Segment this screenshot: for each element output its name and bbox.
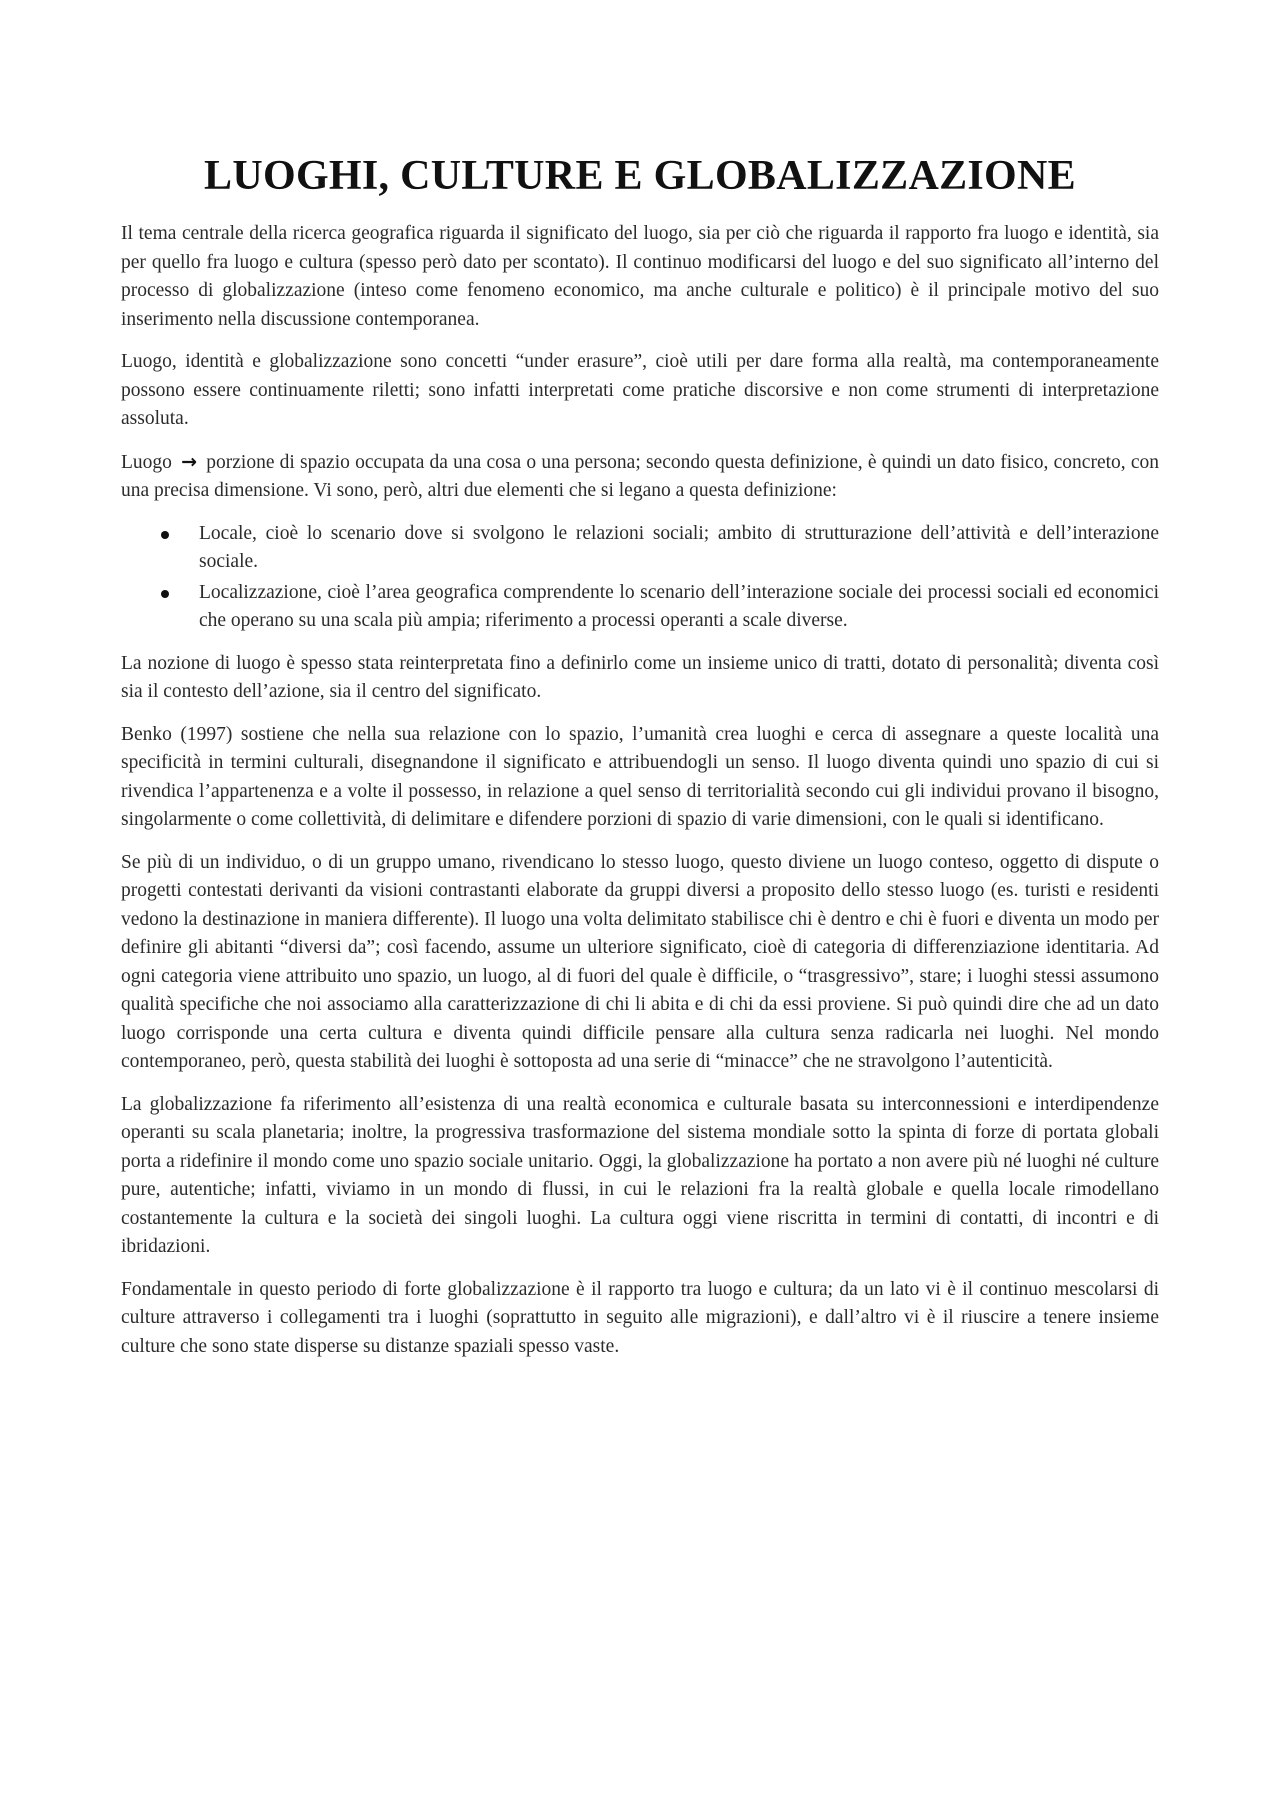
paragraph-intro: Il tema centrale della ricerca geografica riguarda il significato del luogo, sia per ciò che riguarda il rapporto fra luogo e identità, sia per quello fra luogo e cultura (spesso però dato per scontato). Il continuo modificarsi del luogo e del suo significato all’interno del processo di globalizzazione (inteso come fenomeno economico, ma anche culturale e politico) è il principale motivo del suo inserimento nella discussione contemporanea. (121, 223, 1159, 330)
paragraph-luogo-cultura: Fondamentale in questo periodo di forte globalizzazione è il rapporto tra luogo e cultura; da un lato vi è il continuo mescolarsi di culture attraverso i collegamenti tra i luoghi (soprattutto in seguito alle migrazioni), e dall’altro vi è il riuscire a tenere insieme culture che sono state disperse su distanze spaziali spesso vaste. (121, 1278, 1159, 1357)
definition-term: Luogo (121, 451, 172, 473)
paragraph-nozione-luogo: La nozione di luogo è spesso stata reinterpretata fino a definirlo come un insieme unico di tratti, dotato di personalità; diventa così sia il contesto dell’azione, sia il centro del significato. (121, 652, 1159, 702)
paragraph-globalizzazione: La globalizzazione fa riferimento all’esistenza di una realtà economica e culturale basata su interconnessioni e interdipendenze operanti su scala planetaria; inoltre, la progressiva trasformazione del sistema mondiale sotto la spinta di forze di portata globali porta a ridefinire il mondo come uno spazio sociale unitario. Oggi, la globalizzazione ha portato a non avere più né luoghi né culture pure, autentiche; infatti, viviamo in un mondo di flussi, in cui le relazioni fra la realtà globale e quella locale rimodellano costantemente la cultura e la società dei singoli luoghi. La cultura oggi viene riscritta in termini di contatti, di incontri e di ibridazioni. (121, 1093, 1159, 1257)
paragraph-luogo-conteso: Se più di un individuo, o di un gruppo umano, rivendicano lo stesso luogo, questo diviene un luogo conteso, oggetto di dispute o progetti contestati derivanti da visioni contrastanti elaborate da gruppi diversi a proposito dello stesso luogo (es. turisti e residenti vedono la destinazione in maniera differente). Il luogo una volta delimitato stabilisce chi è dentro e chi è fuori e diventa un modo per definire gli abitanti “diversi da”; così facendo, assume un ulteriore significato, cioè di categoria di differenziazione identitaria. Ad ogni categoria viene attribuito uno spazio, un luogo, al di fuori del quale è difficile, o “trasgressivo”, stare; i luoghi stessi assumono qualità specifiche che noi associamo alla caratterizzazione di chi li abita e di chi da essi proviene. Si può quindi dire che ad un dato luogo corrisponde una certa cultura e diventa quindi difficile pensare alla cultura senza radicarla nei luoghi. Nel mondo contemporaneo, però, questa stabilità dei luoghi è sottoposta ad una serie di “minacce” che ne stravolgono l’autenticità. (121, 851, 1159, 1072)
list-item (121, 520, 1159, 577)
bullet-icon (161, 531, 169, 539)
list-item-text: Locale, cioè lo scenario dove si svolgono le relazioni sociali; ambito di strutturazione dell’attività e dell’interazione sociale. (199, 522, 1159, 572)
page-title: LUOGHI, CULTURE E GLOBALIZZAZIONE (204, 153, 1076, 199)
list-item-text: Localizzazione, cioè l’area geografica comprendente lo scenario dell’interazione sociale dei processi sociali ed economici che operano su una scala più ampia; riferimento a processi operanti a scale diverse. (199, 581, 1159, 631)
bullet-list (121, 520, 1159, 636)
definition-text: porzione di spazio occupata da una cosa o una persona; secondo questa definizione, è quindi un dato fisico, concreto, con una precisa dimensione. Vi sono, però, altri due elementi che si legano a questa definizione: (121, 451, 1159, 501)
list-item (121, 579, 1159, 636)
paragraph-under-erasure: Luogo, identità e globalizzazione sono concetti “under erasure”, cioè utili per dare forma alla realtà, ma contemporaneamente possono essere continuamente riletti; sono infatti interpretati come pratiche discorsive e non come strumenti di interpretazione assoluta. (121, 351, 1159, 429)
document-body (121, 150, 1159, 1375)
paragraph-benko: Benko (1997) sostiene che nella sua relazione con lo spazio, l’umanità crea luoghi e cerca di assegnare a queste località una specificità in termini culturali, disegnandone il significato e attribuendogli un senso. Il luogo diventa quindi uno spazio di cui si rivendica l’appartenenza e a volte il possesso, in relazione a quel senso di territorialità secondo cui gli individui provano il bisogno, singolarmente o come collettività, di delimitare e difendere porzioni di spazio di varie dimensioni, con le quali si identificano. (121, 723, 1159, 830)
arrow-right-icon: → (181, 450, 198, 473)
paragraph-definition (121, 448, 1159, 506)
bullet-icon (161, 590, 169, 598)
